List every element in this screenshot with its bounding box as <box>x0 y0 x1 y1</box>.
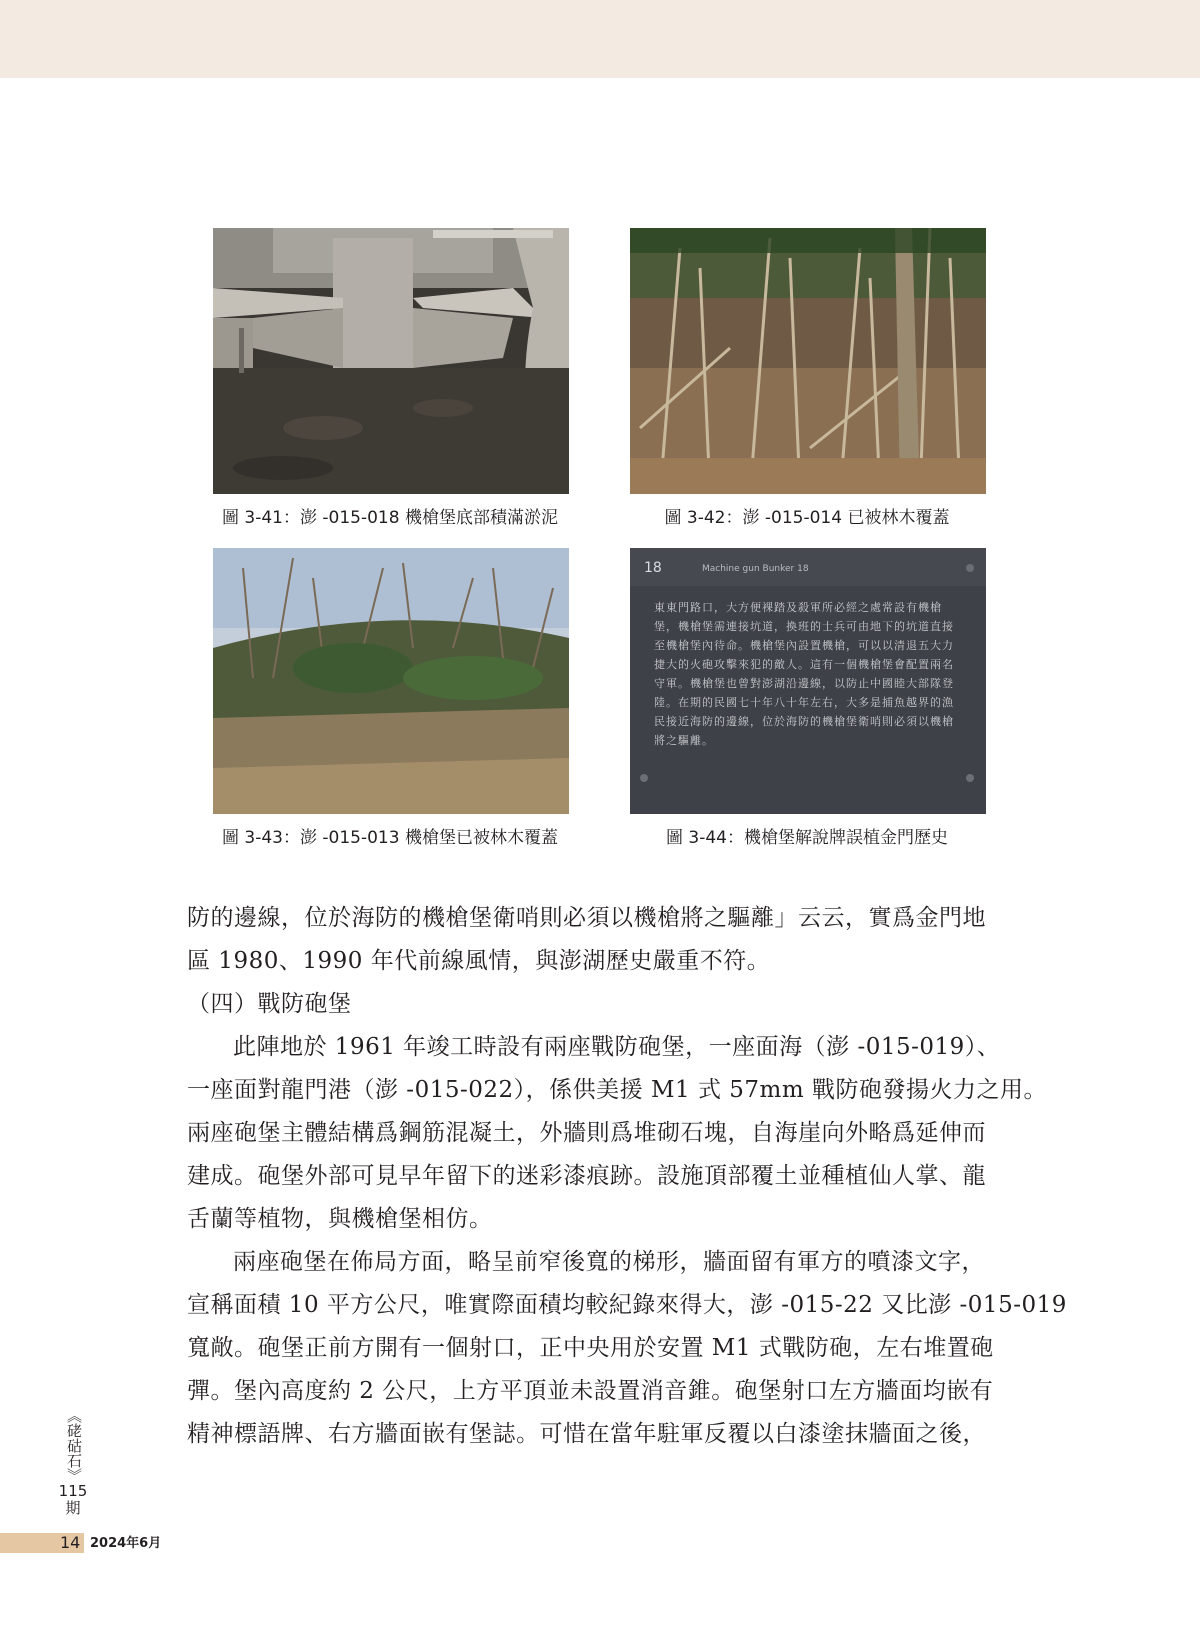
photo-overgrown-shrubs <box>630 228 986 494</box>
top-header-band <box>0 0 1200 78</box>
body-line: 宣稱面積 10 平方公尺，唯實際面積均較紀錄來得大，澎 -015-22 又比澎 -015-019 <box>187 1292 1067 1318</box>
body-line: 兩座砲堡在佈局方面，略呈前窄後寬的梯形，牆面留有軍方的噴漆文字， <box>233 1249 985 1275</box>
section-heading: （四）戰防砲堡 <box>187 991 352 1017</box>
photo-overgrown-bunker <box>213 548 569 814</box>
body-line: 此陣地於 1961 年竣工時設有兩座戰防砲堡，一座面海（澎 -015-019）、 <box>233 1034 1001 1060</box>
body-line: 舌蘭等植物，與機槍堡相仿。 <box>187 1206 493 1232</box>
photo-interpretive-sign <box>630 548 986 814</box>
sign-number: 18 <box>644 560 662 576</box>
body-line: 建成。砲堡外部可見早年留下的迷彩漆痕跡。設施頂部覆土並種植仙人掌、龍 <box>187 1163 986 1189</box>
photo-bunker-interior <box>213 228 569 494</box>
sign-text: 東東門路口，大方便裸踏及殺軍所必經之處常設有機槍堡，機槍堡需連接坑道，換班的士兵可由地下的坑道直接至機槍堡內待命。機槍堡內設置機槍，可以以清退五大力捷大的火砲攻擊來犯的敵人。這有一個機槍堡會配置兩名守軍。機槍堡也曾對澎湖沿邊線，以防止中國睦大部隊登陸。在期的民國七十年八十年左右，大多是捕魚越界的漁民接近海防的邊線，位於海防的機槍堡衛哨則必須以機槍將之驅離。 <box>654 601 954 747</box>
figure-caption-3-42: 圖 3-42：澎 -015-014 已被林木覆蓋 <box>664 508 950 528</box>
body-line: 彈。堡內高度約 2 公尺，上方平頂並未設置消音錐。砲堡射口左方牆面均嵌有 <box>187 1378 994 1404</box>
publication-date: 2024年6月 <box>90 1536 162 1551</box>
figure-caption-3-43: 圖 3-43：澎 -015-013 機槍堡已被林木覆蓋 <box>222 828 558 848</box>
body-line: 防的邊線，位於海防的機槍堡衛哨則必須以機槍將之驅離」云云，實爲金門地 <box>187 905 986 931</box>
figure-caption-3-44: 圖 3-44：機槍堡解說牌誤植金門歷史 <box>666 828 948 848</box>
magazine-title: 《硓𥑮石》 <box>65 1408 83 1483</box>
body-line: 寬敞。砲堡正前方開有一個射口，正中央用於安置 M1 式戰防砲，左右堆置砲 <box>187 1335 994 1361</box>
body-line: 兩座砲堡主體結構爲鋼筋混凝土，外牆則爲堆砌石塊，自海崖向外略爲延伸而 <box>187 1120 986 1146</box>
page-number: 14 <box>60 1533 81 1552</box>
issue-number: 115期 <box>58 1482 88 1517</box>
body-text <box>187 903 1067 1462</box>
sign-subtitle: Machine gun Bunker 18 <box>702 564 809 574</box>
body-line: 精神標語牌、右方牆面嵌有堡誌。可惜在當年駐軍反覆以白漆塗抹牆面之後， <box>187 1421 986 1447</box>
figure-caption-3-41: 圖 3-41：澎 -015-018 機槍堡底部積滿淤泥 <box>222 508 558 528</box>
body-line: 一座面對龍門港（澎 -015-022），係供美援 M1 式 57mm 戰防砲發揚火力之用。 <box>187 1077 1047 1103</box>
body-line: 區 1980、1990 年代前線風情，與澎湖歷史嚴重不符。 <box>187 948 771 974</box>
